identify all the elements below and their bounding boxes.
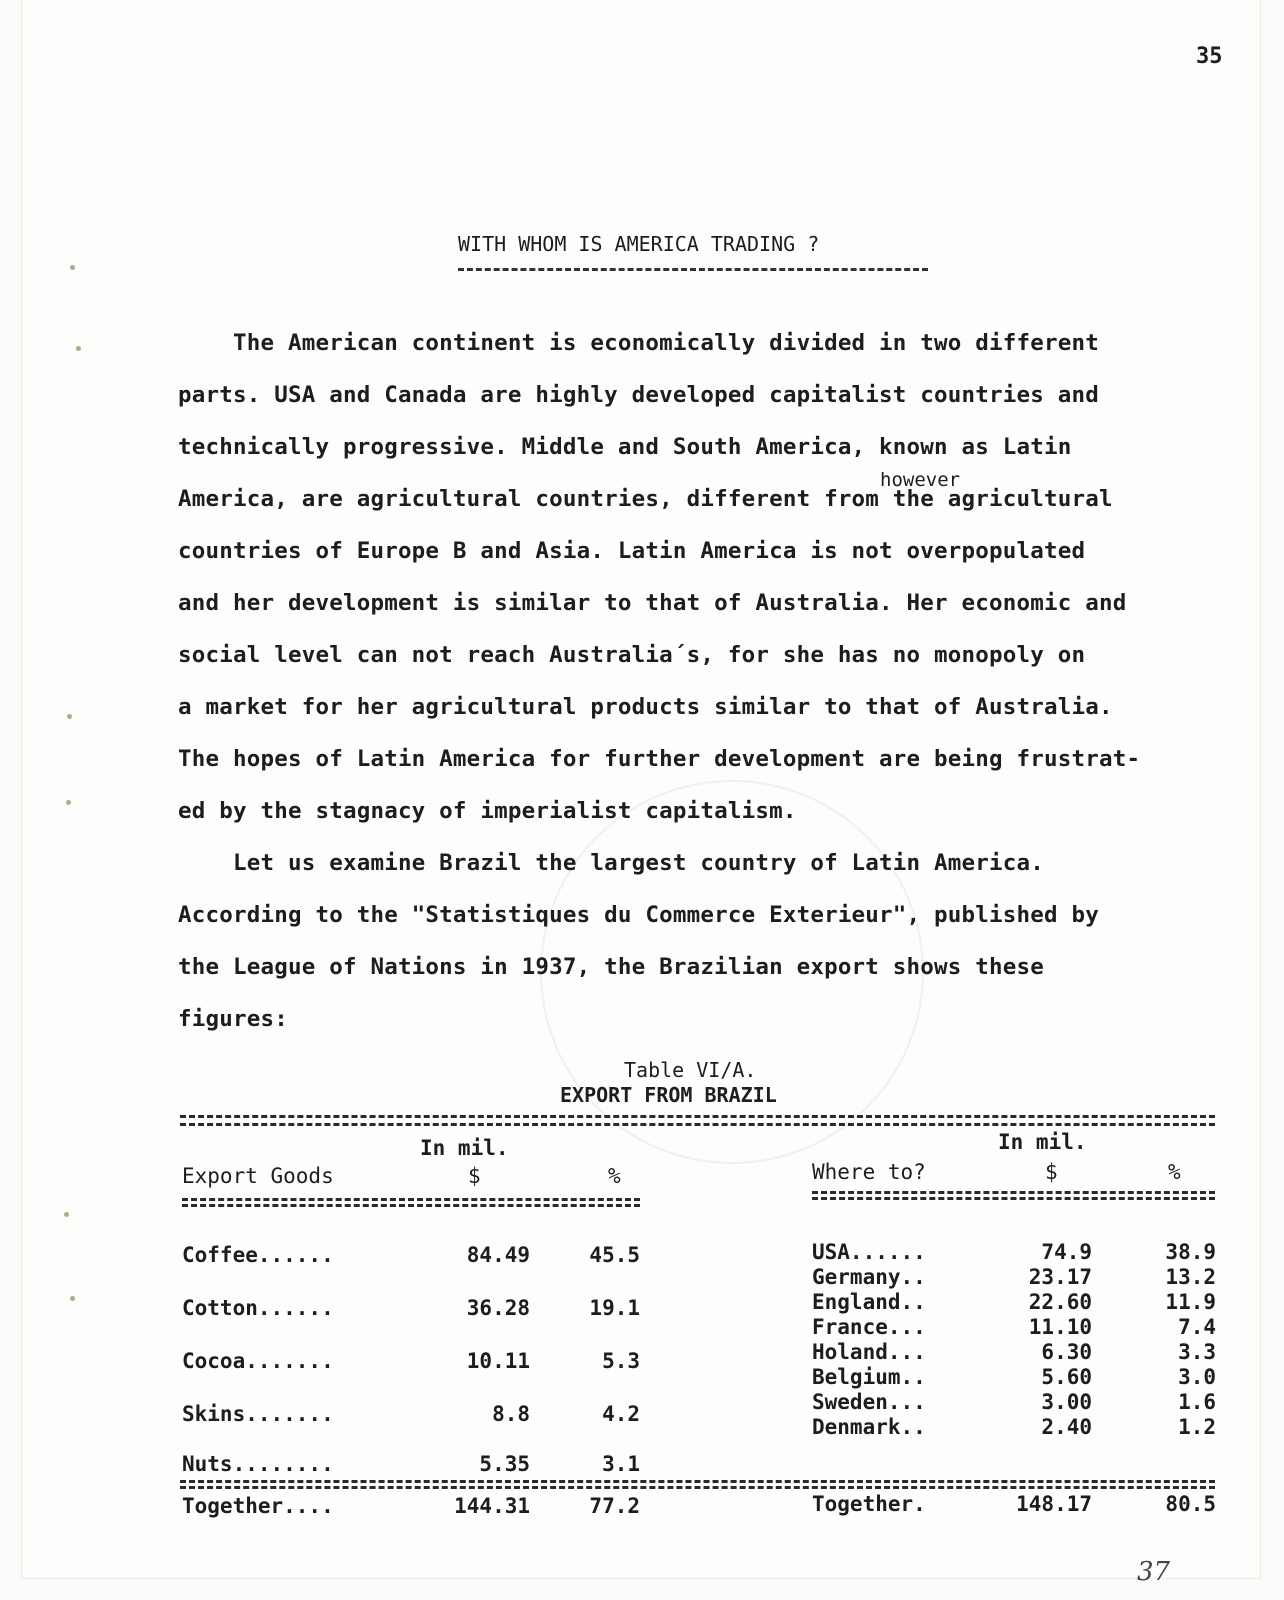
total-label: Together. <box>812 1492 926 1516</box>
total-value: 144.31 <box>454 1494 530 1518</box>
row-value: 8.8 <box>492 1402 530 1426</box>
left-head-goods: Export Goods <box>182 1164 334 1188</box>
total-rule <box>180 1486 1215 1489</box>
margin-mark <box>66 800 71 805</box>
interlinear-insertion: however <box>880 469 961 491</box>
row-label: Cocoa....... <box>182 1349 334 1373</box>
left-head-unit: $ <box>468 1164 481 1188</box>
row-pct: 38.9 <box>1165 1240 1216 1264</box>
handwritten-page-number: 37 <box>1137 1557 1171 1587</box>
row-value: 6.30 <box>1041 1340 1092 1364</box>
margin-mark <box>70 1296 75 1301</box>
table-title: EXPORT FROM BRAZIL <box>560 1083 777 1107</box>
paragraph-line: Let us examine Brazil the largest country of Latin America. <box>178 850 1045 876</box>
total-pct: 80.5 <box>1165 1492 1216 1516</box>
row-label: Sweden... <box>812 1390 926 1414</box>
right-head-unit: $ <box>1045 1160 1058 1184</box>
paragraph-line: The hopes of Latin America for further development are being frustrat- <box>178 746 1141 772</box>
row-pct: 19.1 <box>589 1296 640 1320</box>
margin-mark <box>67 714 72 719</box>
right-head-rule <box>812 1197 1215 1200</box>
paragraph-line: The American continent is economically divided in two different <box>178 330 1099 356</box>
row-pct: 13.2 <box>1165 1265 1216 1289</box>
table-top-rule <box>180 1123 1215 1126</box>
row-value: 74.9 <box>1041 1240 1092 1264</box>
right-head-rule <box>812 1191 1215 1194</box>
row-label: Denmark.. <box>812 1415 926 1439</box>
paragraph-line: the League of Nations in 1937, the Brazilian export shows these <box>178 954 1045 980</box>
paragraph-line: America, are agricultural countries, different from the agricultural <box>178 486 1113 512</box>
row-pct: 7.4 <box>1178 1315 1216 1339</box>
left-head-mil: In mil. <box>420 1136 509 1160</box>
title-underline <box>458 268 928 271</box>
row-value: 5.60 <box>1041 1365 1092 1389</box>
left-head-rule <box>182 1198 640 1201</box>
margin-mark <box>76 346 81 351</box>
row-pct: 1.6 <box>1178 1390 1216 1414</box>
paragraph-line: ed by the stagnacy of imperialist capitalism. <box>178 798 797 824</box>
row-value: 5.35 <box>479 1452 530 1476</box>
row-label: Coffee...... <box>182 1243 334 1267</box>
row-label: Skins....... <box>182 1402 334 1426</box>
row-pct: 3.3 <box>1178 1340 1216 1364</box>
paragraph-line: According to the "Statistiques du Commerce Exterieur", published by <box>178 902 1099 928</box>
paragraph-line: technically progressive. Middle and South America, known as Latin <box>178 434 1072 460</box>
page-number: 35 <box>1196 44 1223 69</box>
left-head-rule <box>182 1204 640 1207</box>
row-pct: 5.3 <box>602 1349 640 1373</box>
margin-mark <box>70 265 75 270</box>
row-value: 3.00 <box>1041 1390 1092 1414</box>
total-pct: 77.2 <box>589 1494 640 1518</box>
margin-mark <box>64 1212 69 1217</box>
row-pct: 45.5 <box>589 1243 640 1267</box>
row-value: 10.11 <box>466 1349 530 1373</box>
row-pct: 1.2 <box>1178 1415 1216 1439</box>
row-label: Germany.. <box>812 1265 926 1289</box>
row-label: England.. <box>812 1290 926 1314</box>
row-pct: 3.1 <box>602 1452 640 1476</box>
row-pct: 11.9 <box>1165 1290 1216 1314</box>
row-value: 11.10 <box>1028 1315 1092 1339</box>
right-head-where: Where to? <box>812 1160 926 1184</box>
row-value: 23.17 <box>1028 1265 1092 1289</box>
right-head-pct: % <box>1168 1160 1181 1184</box>
row-value: 2.40 <box>1041 1415 1092 1439</box>
paragraph-line: and her development is similar to that of Australia. Her economic and <box>178 590 1127 616</box>
row-value: 84.49 <box>466 1243 530 1267</box>
row-label: Holand... <box>812 1340 926 1364</box>
paragraph-line: a market for her agricultural products similar to that of Australia. <box>178 694 1113 720</box>
total-rule <box>180 1480 1215 1483</box>
paragraph-line: social level can not reach Australia´s, for she has no monopoly on <box>178 642 1086 668</box>
right-head-mil: In mil. <box>998 1130 1087 1154</box>
row-value: 22.60 <box>1028 1290 1092 1314</box>
row-pct: 4.2 <box>602 1402 640 1426</box>
paragraph-line: countries of Europe B and Asia. Latin America is not overpopulated <box>178 538 1086 564</box>
row-label: Cotton...... <box>182 1296 334 1320</box>
total-value: 148.17 <box>1016 1492 1092 1516</box>
page-title: WITH WHOM IS AMERICA TRADING ? <box>458 232 820 256</box>
total-label: Together.... <box>182 1494 334 1518</box>
left-head-pct: % <box>608 1164 621 1188</box>
paragraph-line: parts. USA and Canada are highly developed capitalist countries and <box>178 382 1099 408</box>
row-label: France... <box>812 1315 926 1339</box>
table-caption: Table VI/A. <box>624 1058 757 1082</box>
row-pct: 3.0 <box>1178 1365 1216 1389</box>
paragraph-line: figures: <box>178 1006 288 1032</box>
table-top-rule <box>180 1115 1215 1118</box>
row-label: Nuts........ <box>182 1452 334 1476</box>
row-value: 36.28 <box>466 1296 530 1320</box>
row-label: USA...... <box>812 1240 926 1264</box>
row-label: Belgium.. <box>812 1365 926 1389</box>
